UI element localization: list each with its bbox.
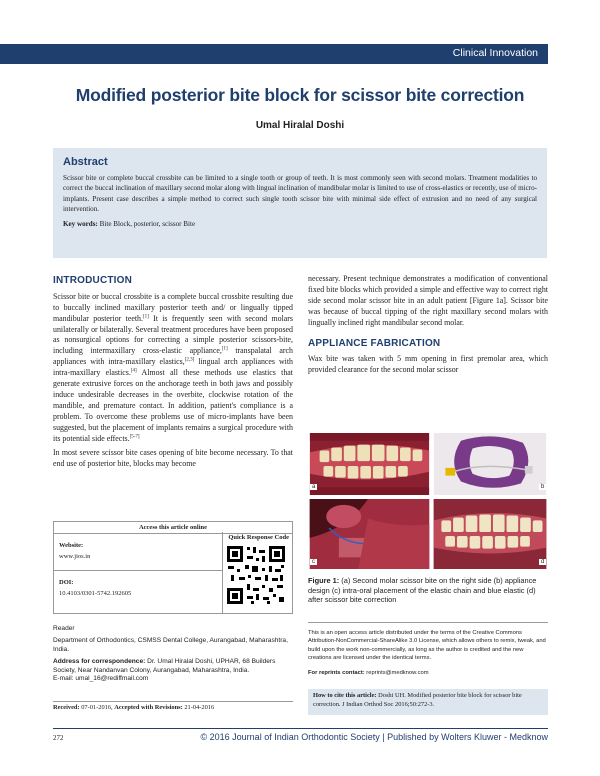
page-footer	[53, 728, 548, 742]
website-label: Website:	[59, 542, 84, 549]
right-paragraph-1: necessary. Present technique demonstrates a modification of conventional fixed bite blocks which provided a simple and effective way to correct right side second molar scissor bite in an adult patient [Figure 1a]. Scissor bite was because of buccal tipping of the right maxillary second molars with lingually inclined right mandibular second molar.	[308, 274, 548, 327]
photo-d	[432, 498, 548, 570]
right-paragraph-2: Wax bite was taken with 5 mm opening in first premolar area, which provided clearance for the second molar scissor	[308, 354, 548, 375]
affiliation-block	[53, 625, 293, 687]
author-position: Reader	[53, 625, 75, 632]
keywords-label: Key words:	[63, 220, 98, 229]
keywords-text: Bite Block, posterior, scissor Bite	[99, 220, 196, 229]
doi-value[interactable]: 10.4103/0301-5742.192605	[59, 590, 132, 597]
figure-label-b: b	[541, 484, 545, 490]
dates-line: Received: 07-01-2016, Accepted with Revisions: 21-04-2016	[53, 701, 293, 711]
figure-caption: Figure 1: (a) Second molar scissor bite on the right side (b) appliance design (c) intra-oral placement of the elastic chain and blue elastic (d) after scissor bite correction	[308, 576, 537, 605]
citation-box: How to cite this article: Doshi UH. Modified posterior bite block for scissor bite correction. J Indian Orthod Soc 2016;50:272-3.	[308, 689, 548, 715]
intro-paragraph-2: In most severe scissor bite cases opening of bite become necessary. To that end use of posterior bite, blocks may become	[53, 448, 293, 469]
photo-b	[432, 432, 548, 496]
photo-c	[308, 498, 431, 570]
photo-a	[308, 432, 431, 496]
figure-label-c: c	[312, 559, 315, 565]
correspondence: Address for correspondence: Dr. Umal Hiralal Doshi, UPHAR, 68 Builders Society, Near Nandanvan Colony, Aurangabad, Maharashtra, India. E-mail: umal_16@rediffmail.com	[53, 657, 276, 683]
department: Department of Orthodontics, CSMSS Dental College, Aurangabad, Maharashtra, India.	[53, 636, 288, 653]
intro-heading: INTRODUCTION	[53, 275, 133, 286]
figure-label-a: a	[312, 484, 316, 490]
keywords	[63, 220, 537, 228]
email-link[interactable]: E-mail: umal_16@rediffmail.com	[53, 675, 149, 683]
right-column	[308, 274, 548, 380]
website-link[interactable]: www.jios.in	[59, 553, 91, 560]
reprints-line: For reprints contact: reprints@medknow.com	[308, 669, 429, 676]
appliance-heading: APPLIANCE FABRICATION	[308, 337, 441, 349]
figure-1	[308, 432, 548, 570]
doi-label: DOI:	[59, 579, 74, 586]
reprints-email[interactable]: reprints@medknow.com	[364, 669, 429, 676]
abstract-box	[53, 148, 547, 258]
section-banner	[0, 44, 548, 64]
intro-paragraph-1: Scissor bite or buccal crossbite is a complete buccal crossbite resulting due to buccally inclined maxillary posterior teeth and/ or lingually tipped mandibular posterior teeth.[1] It is frequently seen with second molars unilaterally or bilaterally. Several treatment procedures have been proposed as nonsurgical options for correcting a simple posterior scissors-bite, including intermaxillary cross-elastic appliance,[1] transpalatal arch appliances with intra-maxillary elastics,[2,3] lingual arch appliances with intra-maxillary elastics.[4] Almost all these methods use elastics that generate extrusive forces on the anchorage teeth in both jaws and possibly induce undesirable decreases in the overbite, clockwise rotation of the mandible, and premature contact. In addition, patient's compliance is a problem. To overcome these problems use of micro-implants have been suggested, but the placement of implants remains a surgical procedure with its potential side effects.[5-7]	[53, 291, 294, 443]
qr-code-icon[interactable]	[225, 544, 287, 606]
qr-title: Quick Response Code	[228, 534, 289, 541]
access-box	[53, 521, 293, 614]
section-label: Clinical Innovation	[452, 47, 538, 59]
license-block	[308, 622, 548, 677]
license-text: This is an open access article distributed under the terms of the Creative Commons Attribution-NonCommercial-ShareAlike 3.0 License, which allows others to remix, tweak, and build upon the work non-commercially, as long as the author is credited and the new creations are licensed under the identical terms.	[308, 630, 546, 662]
article-title: Modified posterior bite block for scissor bite correction	[75, 85, 525, 105]
left-column	[53, 274, 293, 474]
abstract-heading: Abstract	[63, 156, 108, 168]
figure-label-d: d	[541, 559, 545, 565]
abstract-text: Scissor bite or complete buccal crossbite can be limited to a single tooth or group of teeth. It is most commonly seen with second molars. Treatment modalities to correct the buccal inclination of maxillary second molar along with lingual inclination of mandibular molar is limited to use of cross-elastics or recently, use of micro-implants. Present case describes a simple method to correct such single tooth scissor bite with minimal side effect of extrusion and no need of any surgical intervention.	[63, 174, 537, 213]
page-number: 272	[53, 734, 64, 742]
access-heading: Access this article online	[54, 522, 292, 534]
article-author: Umal Hiralal Doshi	[255, 120, 345, 131]
journal-footer: © 2016 Journal of Indian Orthodontic Society | Published by Wolters Kluwer - Medknow	[200, 732, 548, 742]
